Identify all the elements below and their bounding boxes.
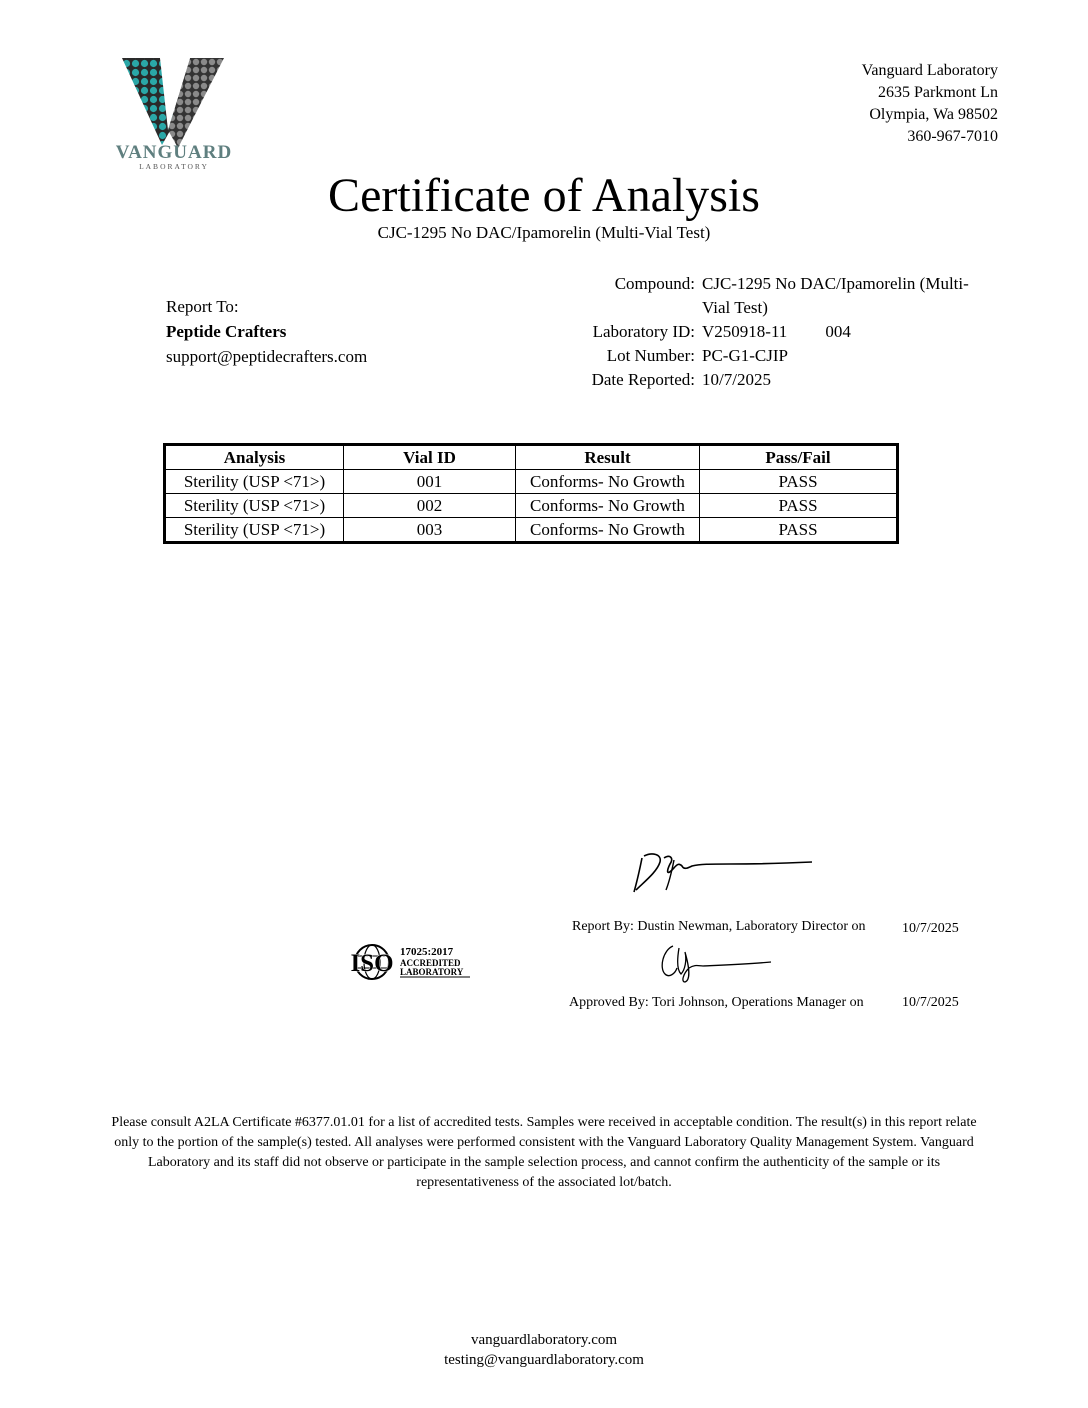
footer: [0, 1330, 1088, 1370]
cell-vial-id: 001: [344, 470, 516, 494]
cell-result: Conforms- No Growth: [516, 518, 700, 543]
compound-label: Compound:: [614, 274, 695, 293]
table-row: [165, 518, 898, 543]
report-to-block: [166, 294, 367, 369]
page-subtitle: CJC-1295 No DAC/Ipamorelin (Multi-Vial Test): [377, 223, 711, 242]
report-to-label: Report To:: [166, 297, 239, 316]
table-row: [165, 470, 898, 494]
approved-by-date: 10/7/2025: [902, 995, 959, 1010]
table-row: [165, 494, 898, 518]
lab-id-label: Laboratory ID:: [592, 322, 695, 341]
client-email: support@peptidecrafters.com: [166, 347, 368, 366]
compound-value-line2: Vial Test): [702, 298, 768, 317]
approved-by-line: Approved By: Tori Johnson, Operations Manager on: [569, 995, 864, 1010]
disclaimer-text: Please consult A2LA Certificate #6377.01.01 for a list of accredited tests. Samples were received in acceptable condition. The result(s) in this report relate only to the portion of the sample(s) tested. All analyses were performed consistent with the Vanguard Laboratory Quality Management System. Vanguard Laboratory and its staff did not observe or participate in the sample selection process, and cannot confirm the authenticity of the sample or its representativeness of the associated lot/batch.: [111, 1115, 977, 1190]
iso-mark: ISO: [350, 950, 394, 977]
cell-analysis: Sterility (USP <71>): [165, 494, 344, 518]
header-vial-id: Vial ID: [344, 445, 516, 470]
lab-id-value: V250918-11: [702, 322, 788, 341]
compound-value-line1: CJC-1295 No DAC/Ipamorelin (Multi-: [702, 274, 969, 293]
lab-address: [862, 60, 998, 148]
date-reported-value: 10/7/2025: [702, 370, 771, 389]
cell-analysis: Sterility (USP <71>): [165, 518, 344, 543]
director-signature: [630, 848, 815, 898]
footer-email: testing@vanguardlaboratory.com: [444, 1352, 644, 1368]
client-name: Peptide Crafters: [166, 322, 287, 341]
sample-details: [540, 272, 1010, 392]
lab-phone: 360-967-7010: [907, 128, 998, 145]
lab-city: Olympia, Wa 98502: [869, 106, 998, 123]
lot-number-value: PC-G1-CJIP: [702, 346, 788, 365]
cell-result: Conforms- No Growth: [516, 470, 700, 494]
manager-signature: [655, 940, 775, 985]
lab-id-suffix: 004: [825, 322, 851, 341]
header-pass-fail: Pass/Fail: [700, 445, 898, 470]
iso-standard: 17025:2017: [400, 946, 454, 958]
iso-accreditation-badge: [346, 942, 476, 982]
table-header-row: [165, 445, 898, 470]
cell-vial-id: 003: [344, 518, 516, 543]
lab-street: 2635 Parkmont Ln: [878, 84, 998, 101]
results-table: [163, 443, 899, 544]
cell-pass-fail: PASS: [700, 470, 898, 494]
iso-line2: LABORATORY: [400, 967, 464, 977]
cell-vial-id: 002: [344, 494, 516, 518]
lot-number-label: Lot Number:: [606, 346, 695, 365]
cell-pass-fail: PASS: [700, 494, 898, 518]
lab-name: Vanguard Laboratory: [861, 62, 998, 79]
page-title: Certificate of Analysis: [328, 169, 760, 222]
cell-result: Conforms- No Growth: [516, 494, 700, 518]
report-by-line: Report By: Dustin Newman, Laboratory Director on: [572, 919, 866, 934]
header-result: Result: [516, 445, 700, 470]
header-analysis: Analysis: [165, 445, 344, 470]
iso-line1: ACCREDITED: [400, 958, 461, 968]
cell-pass-fail: PASS: [700, 518, 898, 543]
vanguard-logo: [104, 50, 244, 175]
cell-analysis: Sterility (USP <71>): [165, 470, 344, 494]
report-by-date: 10/7/2025: [902, 921, 959, 936]
date-reported-label: Date Reported:: [591, 370, 695, 389]
footer-website: vanguardlaboratory.com: [470, 1332, 618, 1348]
logo-sub-text: LABORATORY: [139, 162, 209, 171]
logo-brand-text: VANGUARD: [115, 142, 233, 163]
